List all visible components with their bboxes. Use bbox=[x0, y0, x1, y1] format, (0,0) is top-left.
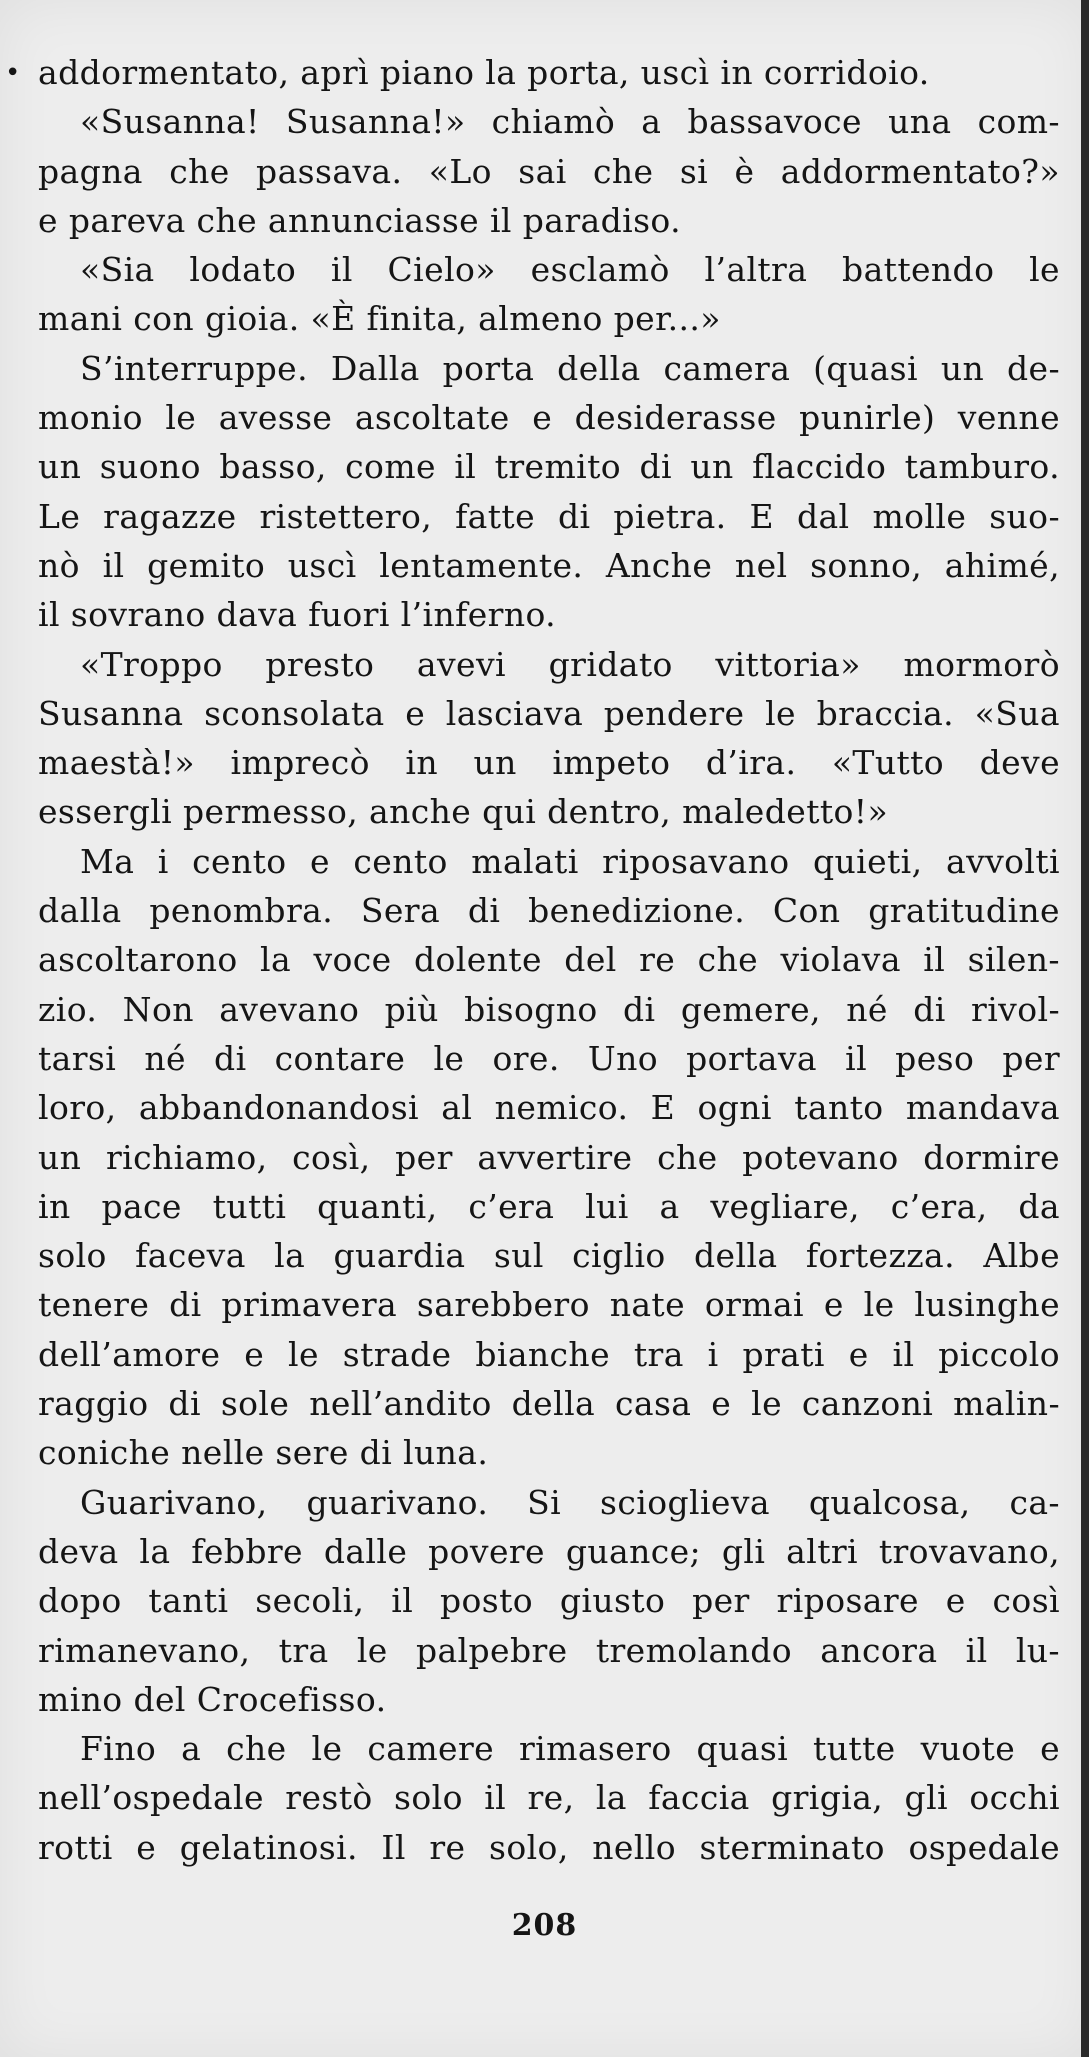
text-line: solo faceva la guardia sul ciglio della fortezza. Albe bbox=[38, 1236, 1060, 1276]
text-line: «Troppo presto avevi gridato vittoria» mormorò bbox=[80, 644, 1060, 684]
text-line: maestà!» imprecò in un impeto d’ira. «Tutto deve bbox=[38, 743, 1060, 783]
text-line: tenere di primavera sarebbero nate ormai e le lusinghe bbox=[38, 1285, 1060, 1325]
text-line: in pace tutti quanti, c’era lui a vegliare, c’era, da bbox=[38, 1186, 1060, 1226]
text-line: nell’ospedale restò solo il re, la faccia grigia, gli occhi bbox=[38, 1778, 1060, 1818]
text-line: tarsi né di contare le ore. Uno portava il peso per bbox=[38, 1038, 1060, 1078]
text-line: monio le avesse ascoltate e desiderasse punirle) venne bbox=[38, 398, 1060, 438]
text-line: essergli permesso, anche qui dentro, maledetto!» bbox=[38, 792, 889, 832]
text-line: dopo tanti secoli, il posto giusto per riposare e così bbox=[38, 1581, 1060, 1621]
text-line: mino del Crocefisso. bbox=[38, 1679, 387, 1719]
text-line: Le ragazze ristettero, fatte di pietra. E dal molle suo- bbox=[38, 496, 1060, 536]
text-line: «Susanna! Susanna!» chiamò a bassavoce una com- bbox=[80, 102, 1060, 142]
text-line: rotti e gelatinosi. Il re solo, nello sterminato ospedale bbox=[38, 1827, 1060, 1867]
text-line: addormentato, aprì piano la porta, uscì in corridoio. bbox=[38, 53, 930, 92]
text-line: un richiamo, così, per avvertire che potevano dormire bbox=[38, 1137, 1060, 1177]
text-line: loro, abbandonandosi al nemico. E ogni tanto mandava bbox=[38, 1088, 1060, 1128]
text-line: Susanna sconsolata e lasciava pendere le braccia. «Sua bbox=[38, 693, 1060, 733]
text-line: pagna che passava. «Lo sai che si è addormentato?» bbox=[38, 151, 1060, 191]
page-number: 208 bbox=[511, 1908, 578, 1943]
text-line: rimanevano, tra le palpebre tremolando ancora il lu- bbox=[38, 1630, 1060, 1670]
margin-mark: • bbox=[5, 58, 21, 88]
text-line: zio. Non avevano più bisogno di gemere, né di rivol- bbox=[38, 989, 1060, 1029]
text-line: dalla penombra. Sera di benedizione. Con gratitudine bbox=[38, 891, 1060, 931]
text-line: il sovrano dava fuori l’inferno. bbox=[38, 595, 557, 635]
text-line: Ma i cento e cento malati riposavano quieti, avvolti bbox=[80, 841, 1060, 881]
text-line: dell’amore e le strade bianche tra i prati e il piccolo bbox=[38, 1334, 1060, 1374]
text-line: un suono basso, come il tremito di un flaccido tamburo. bbox=[38, 447, 1060, 487]
body-text bbox=[38, 48, 1060, 1872]
text-line: raggio di sole nell’andito della casa e le canzoni malin- bbox=[38, 1384, 1060, 1424]
text-line: «Sia lodato il Cielo» esclamò l’altra battendo le bbox=[80, 250, 1060, 290]
text-line: S’interruppe. Dalla porta della camera (quasi un de- bbox=[80, 348, 1060, 388]
text-line: mani con gioia. «È finita, almeno per...» bbox=[38, 299, 721, 339]
text-line: ascoltarono la voce dolente del re che violava il silen- bbox=[38, 940, 1060, 980]
text-line: Guarivano, guarivano. Si scioglieva qualcosa, ca- bbox=[80, 1482, 1060, 1522]
text-line: e pareva che annunciasse il paradiso. bbox=[38, 200, 682, 240]
text-line: Fino a che le camere rimasero quasi tutte vuote e bbox=[80, 1729, 1060, 1769]
text-line: nò il gemito uscì lentamente. Anche nel sonno, ahimé, bbox=[38, 545, 1060, 585]
text-line: deva la febbre dalle povere guance; gli altri trovavano, bbox=[38, 1531, 1060, 1571]
text-line: coniche nelle sere di luna. bbox=[38, 1433, 489, 1473]
